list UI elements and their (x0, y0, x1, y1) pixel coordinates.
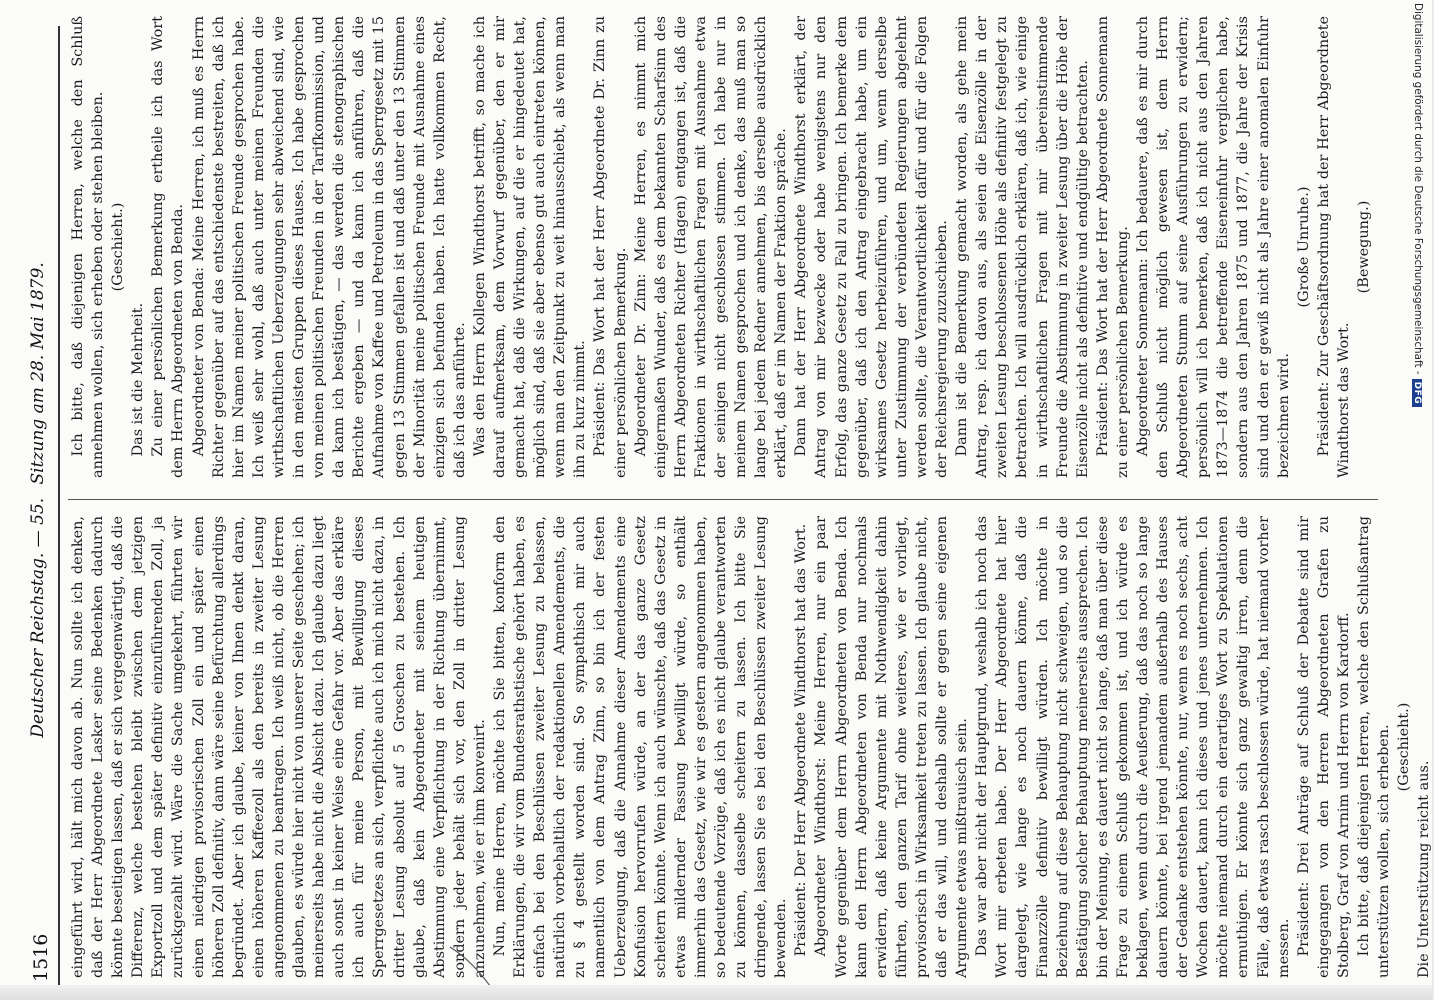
paragraph: Abgeordneter von Benda: Meine Herren, ich muß es Herrn Richter gegenüber auf das entschiedenste bestreiten, daß ich hier im Namen meiner politischen Freunde gesprochen habe. Ich weiß sehr wohl, daß auch unter meinen Freunden die wirthschaftlichen Ueberzeugungen sehr abweichend sind, wie in den meisten Gruppen dieses Hauses. Ich habe gesprochen von meinen politischen Freunden in der Tarifkommission, und da kann ich bestätigen, — das werden die stenographischen Berichte ergeben — und da kann ich anführen, daß die Aufnahme von Kaffee und Petroleum in das Sperrgesetz mit 15 gegen 13 Stimmen gefallen ist und daß unter den 13 Stimmen der Minorität meine politischen Freunde mit Ausnahme eines einzigen sich befunden haben. Ich hatte vollkommen Recht, daß ich das anführte. (190, 16, 468, 478)
paragraph: eingeführt wird, hält mich davon ab. Nun sollte ich denken, daß der Herr Abgeordnete Lasker seine Bedenken dadurch könnte beseitigen lassen, daß er sich vergegenwärtigt, daß die Differenz, welche bestehen bleibt zwischen dem jetzigen Exportzoll und dem später definitiv einzuführenden Zoll, ja zurückgezahlt wird. Wäre die Sache umgekehrt, führten wir einen niedrigen provisorischen Zoll ein und später einen höheren Zoll definitiv, dann wäre seine Befürchtung allerdings begründet. Aber ich glaube, keiner von Ihnen denkt daran, einen höheren Kaffeezoll als den bereits in zweiter Lesung angenommenen zu beantragen. Ich weiß nicht, ob die Herren glauben, es würde hier nicht von unserer Seite geschehen; ich meinerseits habe nicht die Absicht dazu. Ich glaube dazu liegt auch sonst in keiner Weise eine Gefahr vor. Aber das erkläre ich auch für meine Person, mit Bewilligung dieses Sperrgesetzes an sich, verpflichte auch ich mich nicht dazu, in dritter Lesung absolut auf 5 Groschen zu bestehen. Ich glaube, daß kein Abgeordneter mit seinem heutigen Abstimmung eine Verpflichtung in der Richtung übernimmt, sondern jeder behält sich vor, den Zoll in dritter Lesung anzunehmen, wie er ihm konvenirt. (70, 516, 488, 978)
paragraph: Präsident: Zur Geschäftsordnung hat der Herr Abgeordnete Windthorst das Wort. (1315, 16, 1352, 478)
paragraph: Das ist die Mehrheit. (130, 302, 147, 457)
header-rule (58, 26, 60, 986)
stage-direction: (Große Unruhe.) (1295, 186, 1312, 308)
paragraph: Nun, meine Herren, möchte ich Sie bitten, konform den Erklärungen, die wir vom Bundesrathstische gehört haben, es einfach bei den Beschlüssen zweiter Lesung zu belassen, natürlich vorbehaltlich der redaktionellen Amendements, die zu § 4 gestellt worden sind. So sympathisch mir auch namentlich von dem Antrag Zinn, so bin ich der festen Ueberzeugung, daß die Annahme dieser Amendements eine Konfusion hervorrufen würde, an der das ganze Gesetz scheitern könnte. Wenn ich auch wünschte, daß das Gesetz in etwas mildernder Fassung bewilligt würde, so enthält immerhin das Gesetz, wie wir es gestern angenommen haben, so bedeutende Vorzüge, daß ich es nicht glaube verantworten zu können, dasselbe scheitern zu lassen. Ich bitte Sie dringende, lassen Sie es bei den Beschlüssen zweiter Lesung bewenden. (491, 516, 790, 978)
credit-text: Digitalisierung gefördert durch die Deutsche Forschungsgemeinschaft - (1412, 3, 1424, 375)
page-running-title (28, 0, 48, 1000)
paragraph: Ich bitte, daß diejenigen Herren, welche den Schlußantrag unterstützen wollen, sich erheben. (1356, 516, 1393, 978)
paragraph: Dann hat der Herr Abgeordnete Windthorst erklärt, der Antrag von mir bezwecke oder habe wenigstens nur den Erfolg, das ganze Gesetz zu Fall zu bringen. Ich bemerke dem gegenüber, daß ich den Antrag eingebracht habe, um ein wirksames Gesetz herbeizuführen, und um, wenn derselbe unter Zustimmung der verbündeten Regierungen abgelehnt werden sollte, die Verantwortlichkeit dafür und für die Folgen der Reichsregierung zuzuschieben. (793, 16, 951, 478)
paragraph: Was den Herrn Kollegen Windthorst betrifft, so mache ich darauf aufmerksam, dem Vorwurf gegenüber, den er mir gemacht hat, daß die Wirkungen, auf die er hingedeutet hat, möglich sind, daß sie aber ebenso gut auch eintreten können, wenn man den Zeitpunkt zu weit hinausschiebt, als wenn man ihn zu kurz nimmt. (471, 16, 589, 478)
paragraph: Abgeordneter Dr. Zinn: Meine Herren, es nimmt mich einigermaßen Wunder, daß es dem bekannten Scharfsinn des Herrn Abgeordneten Richter (Hagen) entgangen ist, daß die Fraktionen in wirthschaftlichen Fragen mit Ausnahme etwa der seinigen nicht geschlossen stimmen. Ich habe nur in meinem Namen gesprochen und ich denke, das muß man so lange bei jedem Redner annehmen, bis derselbe ausdrücklich erklärt, daß er im Namen der Fraktion spräche. (632, 16, 790, 478)
column-divider (68, 499, 1378, 500)
paragraph: Präsident: Das Wort hat der Herr Abgeordnete Dr. Zinn zu einer persönlichen Bemerkung. (592, 16, 629, 478)
paragraph: Dann ist die Bemerkung gemacht worden, als gehe mein Antrag, resp. ich davon aus, als seien die Eisenzölle in der zweiten Lesung beschlossenen Höhe als definitiv festgelegt zu betrachten. Ich will ausdrücklich erklären, daß ich, wie einige in wirthschaftlichen Fragen mit mir übereinstimmende Freunde die Abstimmung in zweiter Lesung über die Höhe der Eisenzölle nicht als definitive und endgültige betrachten. (954, 16, 1091, 478)
paragraph: Präsident: Drei Anträge auf Schluß der Debatte sind mir eingegangen von den Herren Abgeordneten Grafen zu Stolberg, Graf von Arnim und Herrn von Kardorff. (1295, 516, 1352, 978)
credit-text-rotated (1412, 3, 1424, 407)
stage-direction: (Bewegung.) (1356, 200, 1372, 294)
left-text-column (68, 516, 1433, 978)
paragraph: Präsident: Der Herr Abgeordnete Windthorst hat das Wort. (793, 523, 810, 957)
page-header (22, 0, 58, 1000)
right-text-column (68, 16, 1388, 478)
paragraph: Präsident: Das Wort hat der Herr Abgeordnete Sonnemann zu einer persönlichen Bemerkung. (1094, 16, 1131, 478)
paragraph: Abgeordneter Sonnemann: Ich bedauere, daß es mir durch den Schluß nicht möglich gewesen ist, dem Herrn Abgeordneten Stumm auf seine Ausführungen zu erwidern; persönlich will ich bemerken, daß ich nicht aus den Jahren 1873—1874 die betreffende Eiseneinfuhr verglichen habe, sondern aus den Jahren 1875 und 1877, die Jahre der Krisis sind und den er gewiß nicht als Jahre einer anomalen Einfuhr bezeichnen wird. (1134, 16, 1292, 478)
header-right-text: Sitzung am 28. Mai 1879. (28, 262, 48, 485)
paragraph: Die Unterstützung reicht aus. (1416, 760, 1433, 978)
paragraph: Ich bitte, daß diejenigen Herren, welche den Schluß annehmen wollen, sich erheben oder stehen bleiben. (70, 16, 107, 478)
paragraph: Das war aber nicht der Hauptgrund, weshalb ich noch das Wort mir erbeten habe. Der Herr Abgeordnete hat hier dargelegt, wie lange es noch dauern könne, daß die Finanzzölle definitiv bewilligt würden. Ich möchte in Beziehung auf diese Behauptung nicht schweigen, und so die Bestätigung solcher Behauptung meinerseits aussprechen. Ich bin der Meinung, es dauert nicht so lange, daß man über diese Frage zu einem Schluß gekommen ist, und ich würde es beklagen, wenn durch die Aeußerung, daß das noch so lange dauern könnte, bei irgend jemandem außerhalb des Hauses der Gedanke entstehen könnte, nur, wenn es noch sechs, acht Wochen dauert, kann ich dieses und jenes unternehmen. Ich möchte niemand durch ein derartiges Wort zu Spekulationen ermuthigen. Er könnte sich ganz gewaltig irren, denn die Fälle, daß etwas rasch beschlossen würde, hat niemand vorher messen. (974, 516, 1292, 978)
paragraph: Abgeordneter Windthorst: Meine Herren, nur ein paar Worte gegenüber dem Herrn Abgeordneten von Benda. Ich kann den Herrn Abgeordneten von Benda nur nochmals erwidern, daß keine Argumente mit Nothwendigkeit dahin führten, den ganzen Tarif ohne weiteres, wie er vorliegt, provisorisch in Wirksamkeit treten zu lassen. Ich glaube nicht, daß er das will, und deshalb sollte er gegen seine eigenen Argumente etwas mißtrauisch sein. (813, 516, 971, 978)
dfg-logo: DFG (1412, 379, 1422, 408)
paragraph: Zu einer persönlichen Bemerkung ertheile ich das Wort dem Herrn Abgeordneten von Benda. (150, 16, 187, 478)
page-number: 1516 (30, 933, 52, 982)
header-left-text: Deutscher Reichstag. — 55. (28, 497, 48, 738)
stage-direction: (Geschieht.) (110, 202, 127, 292)
digitization-credit (1407, 3, 1427, 563)
scan-bottom-edge (0, 985, 1432, 1000)
stage-direction: (Geschieht.) (1396, 702, 1413, 792)
